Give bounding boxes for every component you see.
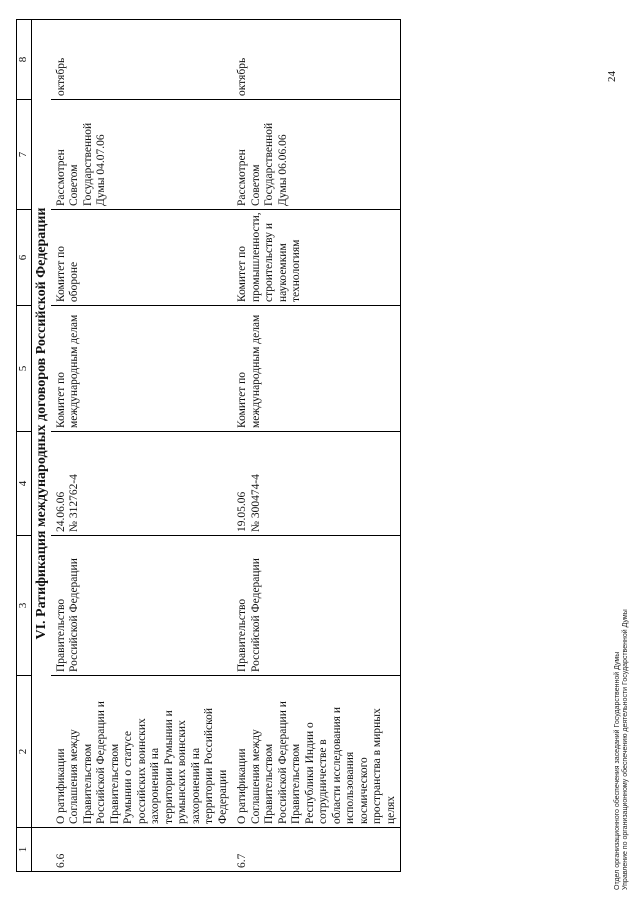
responsible-committee: Комитет по международным делам bbox=[54, 314, 80, 428]
column-number-row bbox=[17, 20, 32, 872]
initiator: Правительство Российской Федерации bbox=[54, 558, 80, 672]
legislation-table bbox=[16, 19, 401, 872]
bill-title: О ратификации Соглашения между Правительством Российской Федерации и Правительством Республики Индии о сотрудничестве в области исследования и использования космического пространства в мирных целях bbox=[236, 701, 397, 824]
item-number: 6.7 bbox=[236, 853, 248, 868]
page-number: 24 bbox=[606, 71, 618, 82]
table-row bbox=[232, 20, 401, 872]
column-number: 8 bbox=[17, 20, 32, 100]
column-number: 1 bbox=[17, 828, 32, 872]
column-number: 5 bbox=[17, 306, 32, 432]
co-committee: Комитет по промышленности, строительству и наукоемким технологиям bbox=[236, 212, 302, 302]
section-header-row bbox=[32, 20, 51, 872]
initiator: Правительство Российской Федерации bbox=[236, 558, 262, 672]
status: Рассмотрен Советом Государственной Думы 06.06.06 bbox=[236, 122, 289, 206]
column-number: 2 bbox=[17, 676, 32, 828]
column-number: 4 bbox=[17, 432, 32, 536]
item-number: 6.6 bbox=[54, 853, 67, 868]
column-number: 7 bbox=[17, 100, 32, 210]
registration-info: 24.06.06 № 312762-4 bbox=[54, 474, 80, 532]
responsible-committee: Комитет по международным делам bbox=[236, 314, 262, 428]
table-row bbox=[51, 20, 233, 872]
registration-info: 19.05.06 № 300474-4 bbox=[236, 474, 262, 532]
section-title: VI. Ратификация международных договоров Российской Федерации bbox=[32, 20, 51, 828]
column-number: 3 bbox=[17, 536, 32, 676]
column-number: 6 bbox=[17, 210, 32, 306]
status: Рассмотрен Советом Государственной Думы 04.07.06 bbox=[54, 122, 107, 206]
footer-department: Отдел организационного обеспечения заседаний Государственной Думы bbox=[614, 651, 621, 890]
co-committee: Комитет по обороне bbox=[54, 246, 80, 302]
month: октябрь bbox=[236, 57, 248, 96]
footer-directorate: Управление по организационному обеспечению деятельности Государственной Думы bbox=[622, 609, 629, 890]
month: октябрь bbox=[54, 57, 67, 96]
bill-title: О ратификации Соглашения между Правительством Российской Федерации и Правительством Румынии о статусе российских воинских захоронений на территории Румынии и румынских воинских захоронений на территории Российской Федерации bbox=[54, 701, 229, 824]
